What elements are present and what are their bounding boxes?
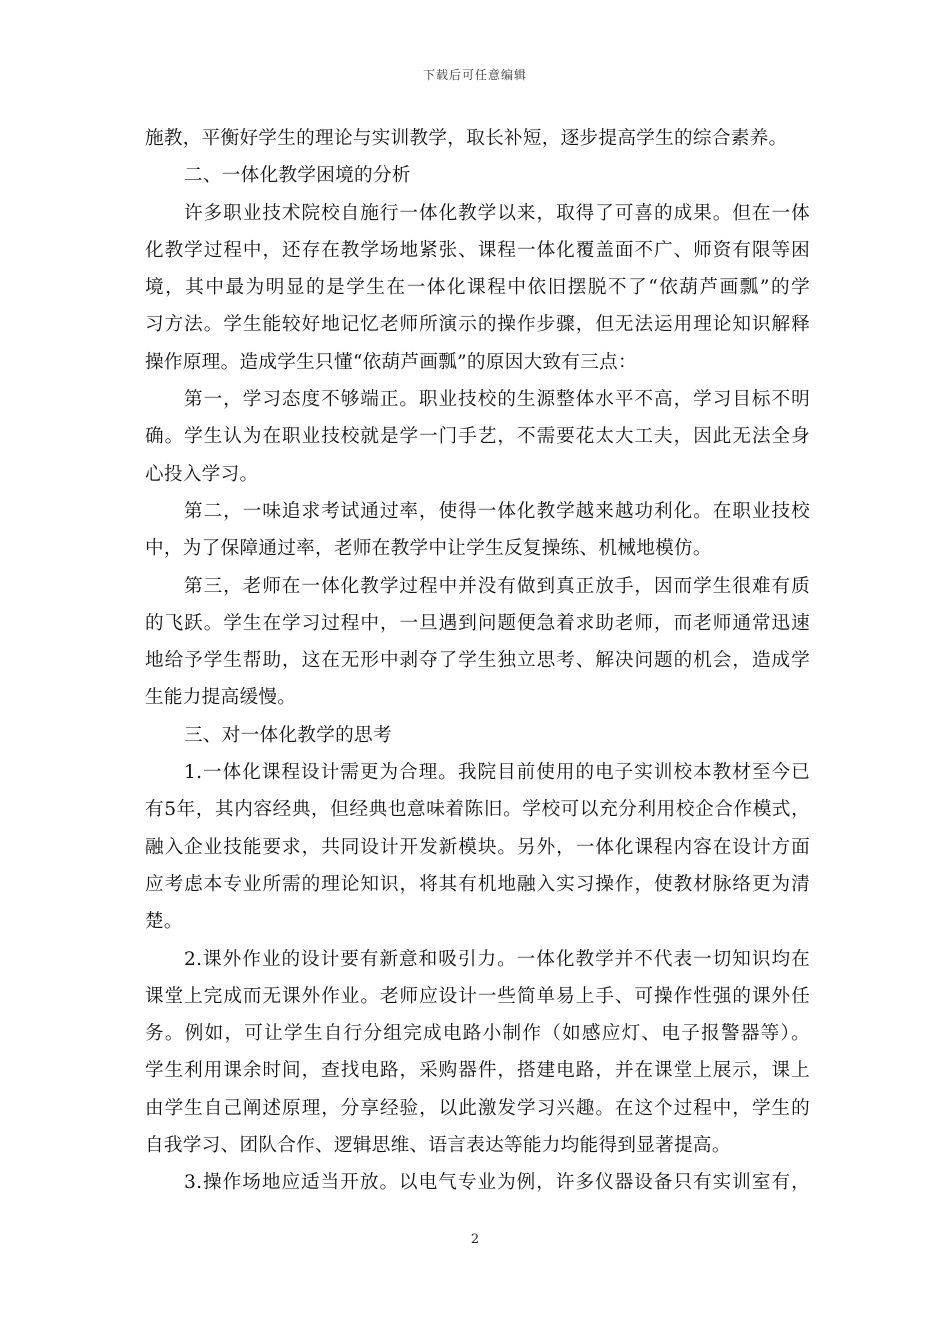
text-line: 由学生自己阐述原理，分享经验，以此激发学习兴趣。在这个过程中，学生的 [145, 1097, 810, 1119]
text-line: 中，为了保障通过率，老师在教学中让学生反复操练、机械地模仿。 [145, 538, 712, 560]
text-line: 生能力提高缓慢。 [145, 687, 297, 709]
text-line: 第三，老师在一体化教学过程中并没有做到真正放手，因而学生很难有质 [184, 575, 810, 597]
text-line: 心投入学习。 [145, 463, 259, 485]
text-line: 操作原理。造成学生只懂“依葫芦画瓢”的原因大致有三点： [145, 351, 637, 373]
text-line: 二、一体化教学困境的分析 [184, 165, 411, 187]
page-number: 2 [470, 1232, 480, 1247]
text-line: 融入企业技能要求，共同设计开发新模块。另外，一体化课程内容在设计方面 [145, 836, 810, 858]
text-line: 许多职业技术院校自施行一体化教学以来，取得了可喜的成果。但在一体 [184, 202, 810, 224]
text-line: 化教学过程中，还存在教学场地紧张、课程一体化覆盖面不广、师资有限等困 [145, 239, 810, 261]
text-line: 1.一体化课程设计需更为合理。我院目前使用的电子实训校本教材至今已 [184, 762, 810, 784]
text-line: 第一，学习态度不够端正。职业技校的生源整体水平不高，学习目标不明 [184, 389, 810, 411]
page-header: 下载后可任意编辑 [422, 68, 527, 82]
text-line: 务。例如，可让学生自行分组完成电路小制作（如感应灯、电子报警器等）。 [145, 1023, 810, 1045]
text-line: 2.课外作业的设计要有新意和吸引力。一体化教学并不代表一切知识均在 [184, 948, 810, 970]
text-line: 学生利用课余时间，查找电路，采购器件，搭建电路，并在课堂上展示，课上 [145, 1060, 810, 1082]
text-line: 的飞跃。学生在学习过程中，一旦遇到问题便急着求助老师，而老师通常迅速 [145, 612, 810, 634]
text-line: 境，其中最为明显的是学生在一体化课程中依旧摆脱不了“依葫芦画瓢”的学 [145, 277, 810, 299]
text-line: 确。学生认为在职业技校就是学一门手艺，不需要花太大工夫，因此无法全身 [145, 426, 810, 448]
text-line: 习方法。学生能较好地记忆老师所演示的操作步骤，但无法运用理论知识解释 [145, 314, 810, 336]
text-line: 第二，一味追求考试通过率，使得一体化教学越来越功利化。在职业技校 [184, 500, 810, 522]
text-line: 楚。 [145, 911, 183, 933]
text-line: 施教，平衡好学生的理论与实训教学，取长补短，逐步提高学生的综合素养。 [145, 128, 788, 149]
text-line: 三、对一体化教学的思考 [184, 724, 392, 746]
text-line: 有5年，其内容经典，但经典也意味着陈旧。学校可以充分利用校企合作模式， [145, 799, 810, 821]
text-line: 自我学习、团队合作、逻辑思维、语言表达等能力均能得到显著提高。 [145, 1135, 731, 1157]
document-body [145, 120, 810, 1202]
text-line: 课堂上完成而无课外作业。老师应设计一些简单易上手、可操作性强的课外任 [145, 985, 810, 1007]
text-line: 应考虑本专业所需的理论知识，将其有机地融入实习操作，使教材脉络更为清 [145, 873, 810, 895]
text-line: 地给予学生帮助，这在无形中剥夺了学生独立思考、解决问题的机会，造成学 [145, 650, 810, 672]
text-line: 3.操作场地应适当开放。以电气专业为例，许多仪器设备只有实训室有， [184, 1172, 810, 1194]
